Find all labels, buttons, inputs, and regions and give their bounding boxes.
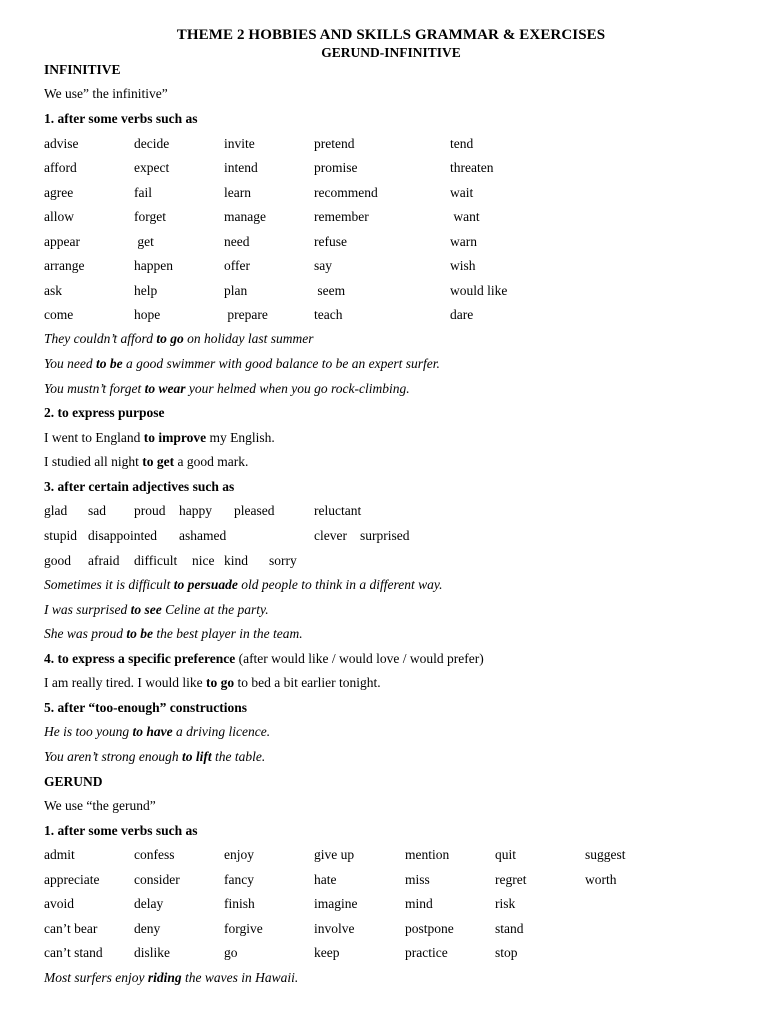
- verb-cell: forgive: [224, 921, 263, 936]
- verb-cell: teach: [314, 307, 343, 322]
- example-sentence: I am really tired. I would like to go to bed a bit earlier tonight.: [44, 675, 381, 690]
- adjective-cell: surprised: [360, 528, 410, 543]
- adjective-cell: nice: [192, 553, 215, 568]
- verb-cell: postpone: [405, 921, 454, 936]
- example-sentence: He is too young to have a driving licence.: [44, 724, 271, 739]
- adjective-cell: happy: [179, 503, 212, 518]
- verb-cell: admit: [44, 847, 75, 862]
- adjective-cell: kind: [224, 553, 249, 568]
- verb-cell: would like: [450, 283, 508, 298]
- infinitive-section-4-heading: 4. to express a specific preference (after would like / would love / would prefer): [44, 651, 484, 666]
- example-sentence: Most surfers enjoy riding the waves in Hawaii.: [44, 970, 299, 985]
- verb-cell: stop: [495, 945, 518, 960]
- verb-cell: wait: [450, 185, 474, 200]
- verb-cell: suggest: [585, 847, 626, 862]
- verb-cell: agree: [44, 185, 74, 200]
- verb-cell: forget: [134, 209, 166, 224]
- verb-cell: keep: [314, 945, 340, 960]
- verb-cell: seem: [314, 283, 346, 298]
- gerund-section-1-heading: 1. after some verbs such as: [44, 823, 198, 838]
- verb-cell: decide: [134, 136, 170, 151]
- verb-cell: fail: [134, 185, 152, 200]
- verb-cell: allow: [44, 209, 74, 224]
- verb-cell: hope: [134, 307, 161, 322]
- verb-cell: deny: [134, 921, 161, 936]
- verb-cell: dare: [450, 307, 474, 322]
- verb-cell: arrange: [44, 258, 85, 273]
- verb-cell: ask: [44, 283, 62, 298]
- verb-cell: come: [44, 307, 74, 322]
- verb-cell: hate: [314, 872, 337, 887]
- verb-cell: offer: [224, 258, 250, 273]
- verb-cell: promise: [314, 160, 358, 175]
- verb-cell: quit: [495, 847, 517, 862]
- verb-cell: involve: [314, 921, 355, 936]
- example-sentence: You need to be a good swimmer with good balance to be an expert surfer.: [44, 356, 440, 371]
- page-title: THEME 2 HOBBIES AND SKILLS GRAMMAR & EXERCISES: [176, 27, 606, 43]
- infinitive-section-5-heading: 5. after “too-enough” constructions: [44, 700, 247, 715]
- verb-cell: intend: [224, 160, 258, 175]
- verb-cell: help: [134, 283, 158, 298]
- adjective-cell: reluctant: [314, 503, 362, 518]
- verb-cell: refuse: [314, 234, 347, 249]
- infinitive-heading: INFINITIVE: [44, 62, 121, 77]
- verb-cell: avoid: [44, 896, 74, 911]
- verb-cell: happen: [134, 258, 173, 273]
- infinitive-section-2-heading: 2. to express purpose: [44, 405, 165, 420]
- verb-cell: practice: [405, 945, 448, 960]
- verb-cell: threaten: [450, 160, 494, 175]
- verb-cell: consider: [134, 872, 180, 887]
- example-sentence: Sometimes it is difficult to persuade old people to think in a different way.: [44, 577, 443, 592]
- adjective-cell: sad: [88, 503, 106, 518]
- verb-cell: remember: [314, 209, 369, 224]
- verb-cell: enjoy: [224, 847, 254, 862]
- verb-cell: can’t bear: [44, 921, 98, 936]
- verb-cell: afford: [44, 160, 77, 175]
- verb-cell: advise: [44, 136, 79, 151]
- verb-cell: warn: [450, 234, 477, 249]
- page-subtitle: GERUND-INFINITIVE: [321, 45, 461, 60]
- verb-cell: mind: [405, 896, 433, 911]
- adjective-cell: good: [44, 553, 71, 568]
- gerund-intro: We use “the gerund”: [44, 798, 156, 813]
- verb-cell: prepare: [224, 307, 268, 322]
- verb-cell: go: [224, 945, 238, 960]
- verb-cell: give up: [314, 847, 355, 862]
- adjective-cell: afraid: [88, 553, 120, 568]
- verb-cell: get: [134, 234, 154, 249]
- verb-cell: worth: [585, 872, 617, 887]
- verb-cell: recommend: [314, 185, 378, 200]
- verb-cell: can’t stand: [44, 945, 103, 960]
- verb-cell: expect: [134, 160, 170, 175]
- verb-cell: appreciate: [44, 872, 100, 887]
- verb-cell: delay: [134, 896, 164, 911]
- verb-cell: manage: [224, 209, 266, 224]
- example-sentence: You aren’t strong enough to lift the table.: [44, 749, 266, 764]
- verb-cell: wish: [450, 258, 476, 273]
- example-sentence: They couldn’t afford to go on holiday last summer: [44, 331, 314, 346]
- infinitive-section-1-heading: 1. after some verbs such as: [44, 111, 198, 126]
- adjective-cell: difficult: [134, 553, 178, 568]
- verb-cell: imagine: [314, 896, 358, 911]
- verb-cell: appear: [44, 234, 80, 249]
- verb-cell: need: [224, 234, 250, 249]
- verb-cell: confess: [134, 847, 175, 862]
- adjective-cell: glad: [44, 503, 68, 518]
- verb-cell: want: [450, 209, 480, 224]
- verb-cell: learn: [224, 185, 251, 200]
- adjective-cell: proud: [134, 503, 166, 518]
- verb-cell: invite: [224, 136, 255, 151]
- verb-cell: plan: [224, 283, 248, 298]
- verb-cell: finish: [224, 896, 255, 911]
- adjective-cell: pleased: [234, 503, 275, 518]
- infinitive-section-3-heading: 3. after certain adjectives such as: [44, 479, 235, 494]
- adjective-cell: clever: [314, 528, 347, 543]
- verb-cell: miss: [405, 872, 430, 887]
- example-sentence: I went to England to improve my English.: [44, 430, 275, 445]
- adjective-cell: disappointed: [88, 528, 157, 543]
- verb-cell: pretend: [314, 136, 355, 151]
- verb-cell: tend: [450, 136, 474, 151]
- example-sentence: I studied all night to get a good mark.: [44, 454, 249, 469]
- infinitive-intro: We use” the infinitive”: [44, 86, 168, 101]
- verb-cell: dislike: [134, 945, 170, 960]
- verb-cell: fancy: [224, 872, 254, 887]
- gerund-heading: GERUND: [44, 774, 103, 789]
- example-sentence: You mustn’t forget to wear your helmed when you go rock-climbing.: [44, 381, 410, 396]
- verb-cell: regret: [495, 872, 527, 887]
- verb-cell: risk: [495, 896, 516, 911]
- example-sentence: I was surprised to see Celine at the party.: [44, 602, 269, 617]
- adjective-cell: stupid: [44, 528, 78, 543]
- verb-cell: stand: [495, 921, 524, 936]
- example-sentence: She was proud to be the best player in the team.: [44, 626, 303, 641]
- verb-cell: mention: [405, 847, 450, 862]
- adjective-cell: sorry: [269, 553, 297, 568]
- verb-cell: say: [314, 258, 332, 273]
- adjective-cell: ashamed: [179, 528, 227, 543]
